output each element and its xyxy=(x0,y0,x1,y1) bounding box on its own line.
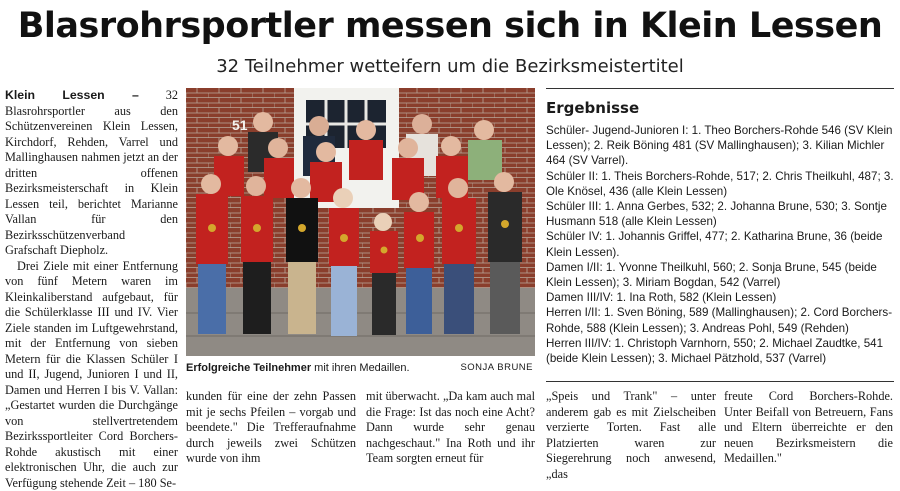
results-line: Damen I/II: 1. Yvonne Theilkuhl, 560; 2. Sonja Brune, 545 (beide Klein Lessen); 3. Miriam Bogdan, 542 (Varrel) xyxy=(546,260,894,290)
group-photo xyxy=(186,88,535,356)
caption-bold: Erfolgreiche Teilnehmer xyxy=(186,362,311,374)
group-photo-illustration xyxy=(186,88,535,356)
results-line: Schüler- Jugend-Junioren I: 1. Theo Borchers-Rohde 546 (SV Klein Lessen); 2. Reik Böning 481 (SV Mallinghausen); 3. Kilian Michler 464 (SV Varrel). xyxy=(546,123,894,169)
results-line: Schüler II: 1. Theis Borchers-Rohde, 517; 2. Chris Theilkuhl, 487; 3. Ole Knösel, 436 (alle Klein Lessen) xyxy=(546,169,894,199)
photo-credit: SONJA BRUNE xyxy=(460,362,533,373)
article-subheadline: 32 Teilnehmer wetteifern um die Bezirksmeistertitel xyxy=(0,56,900,77)
results-line: Herren I/II: 1. Sven Böning, 589 (Mallinghausen); 2. Cord Borchers-Rohde, 588 (Klein Lessen); 3. Andreas Pohl, 549 (Rehden) xyxy=(546,305,894,335)
article-column-1 xyxy=(5,88,178,491)
body-paragraph-2: Drei Ziele mit einer Entfernung von fünf Metern waren im Kleinkaliberstand aufgebaut, für die Schülerklasse III und IV. Vier Ziele standen im Luftgewehrstand, mit der Entfernung von sieben Metern für die Klassen Schüler I und II, Jugend, Junioren I und II, Damen und Herren I bis V. Vallan: „Gestartet wurden die Durchgänge von stellvertretendem Bezirkssportleiter Cord Borchers-Rohde akustisch mit einer elektronischen Uhr, die auch zur Verfügung stehende Zeit – 180 Se- xyxy=(5,259,178,491)
results-list xyxy=(546,123,894,366)
results-bottom-rule xyxy=(546,381,894,382)
results-line: Damen III/IV: 1. Ina Roth, 582 (Klein Lessen) xyxy=(546,290,894,305)
article-column-5: freute Cord Borchers-Rohde. Unter Beifall von Betreuern, Fans und Eltern überreichte er den neuen Bezirksmeistern die Medaillen." xyxy=(724,389,893,467)
results-line: Herren III/IV: 1. Christoph Varnhorn, 550; 2. Michael Zaudtke, 541 (beide Klein Lessen); 3. Michael Pätzhold, 537 (Varrel) xyxy=(546,336,894,366)
article-column-3: mit überwacht. „Da kam auch mal die Frage: Ist das noch eine Acht? Dann wurde sehr genau nachgeschaut." Ina Roth und ihr Team sorgten erneut für xyxy=(366,389,535,467)
results-box xyxy=(546,88,894,366)
results-title: Ergebnisse xyxy=(546,99,894,117)
article-column-2: kunden für eine der zehn Passen mit je sechs Pfeilen – vorgab und beendete." Die Trefferaufnahme durch jeweils zwei Schützen wurde von ihm xyxy=(186,389,356,467)
results-line: Schüler III: 1. Anna Gerbes, 532; 2. Johanna Brune, 530; 3. Sontje Husmann 518 (alle Klein Lessen) xyxy=(546,199,894,229)
article-column-4: „Speis und Trank" – unter anderem gab es mit Zielscheiben verzierte Torten. Fast alle Platzierten waren zur Siegerehrung noch anwesend, „das xyxy=(546,389,716,482)
article-headline: Blasrohrsportler messen sich in Klein Lessen xyxy=(0,6,900,46)
door-number: 51 xyxy=(232,117,248,133)
caption-text: mit ihren Medaillen. xyxy=(311,362,409,374)
dateline: Klein Lessen – xyxy=(5,88,139,102)
results-line: Schüler IV: 1. Johannis Griffel, 477; 2. Katharina Brune, 36 (beide Klein Lessen). xyxy=(546,229,894,259)
lead-paragraph: 32 Blasrohrsportler aus den Schützenvereinen Klein Lessen, Kirchdorf, Rehden, Varrel und Mallinghausen nahmen jetzt an der dritten offenen Bezirksmeisterschaft in Klein Lessen teil, berichtet Marianne Vallan für den Bezirksschützenverband Grafschaft Diepholz. xyxy=(5,88,178,257)
photo-caption xyxy=(186,362,535,374)
